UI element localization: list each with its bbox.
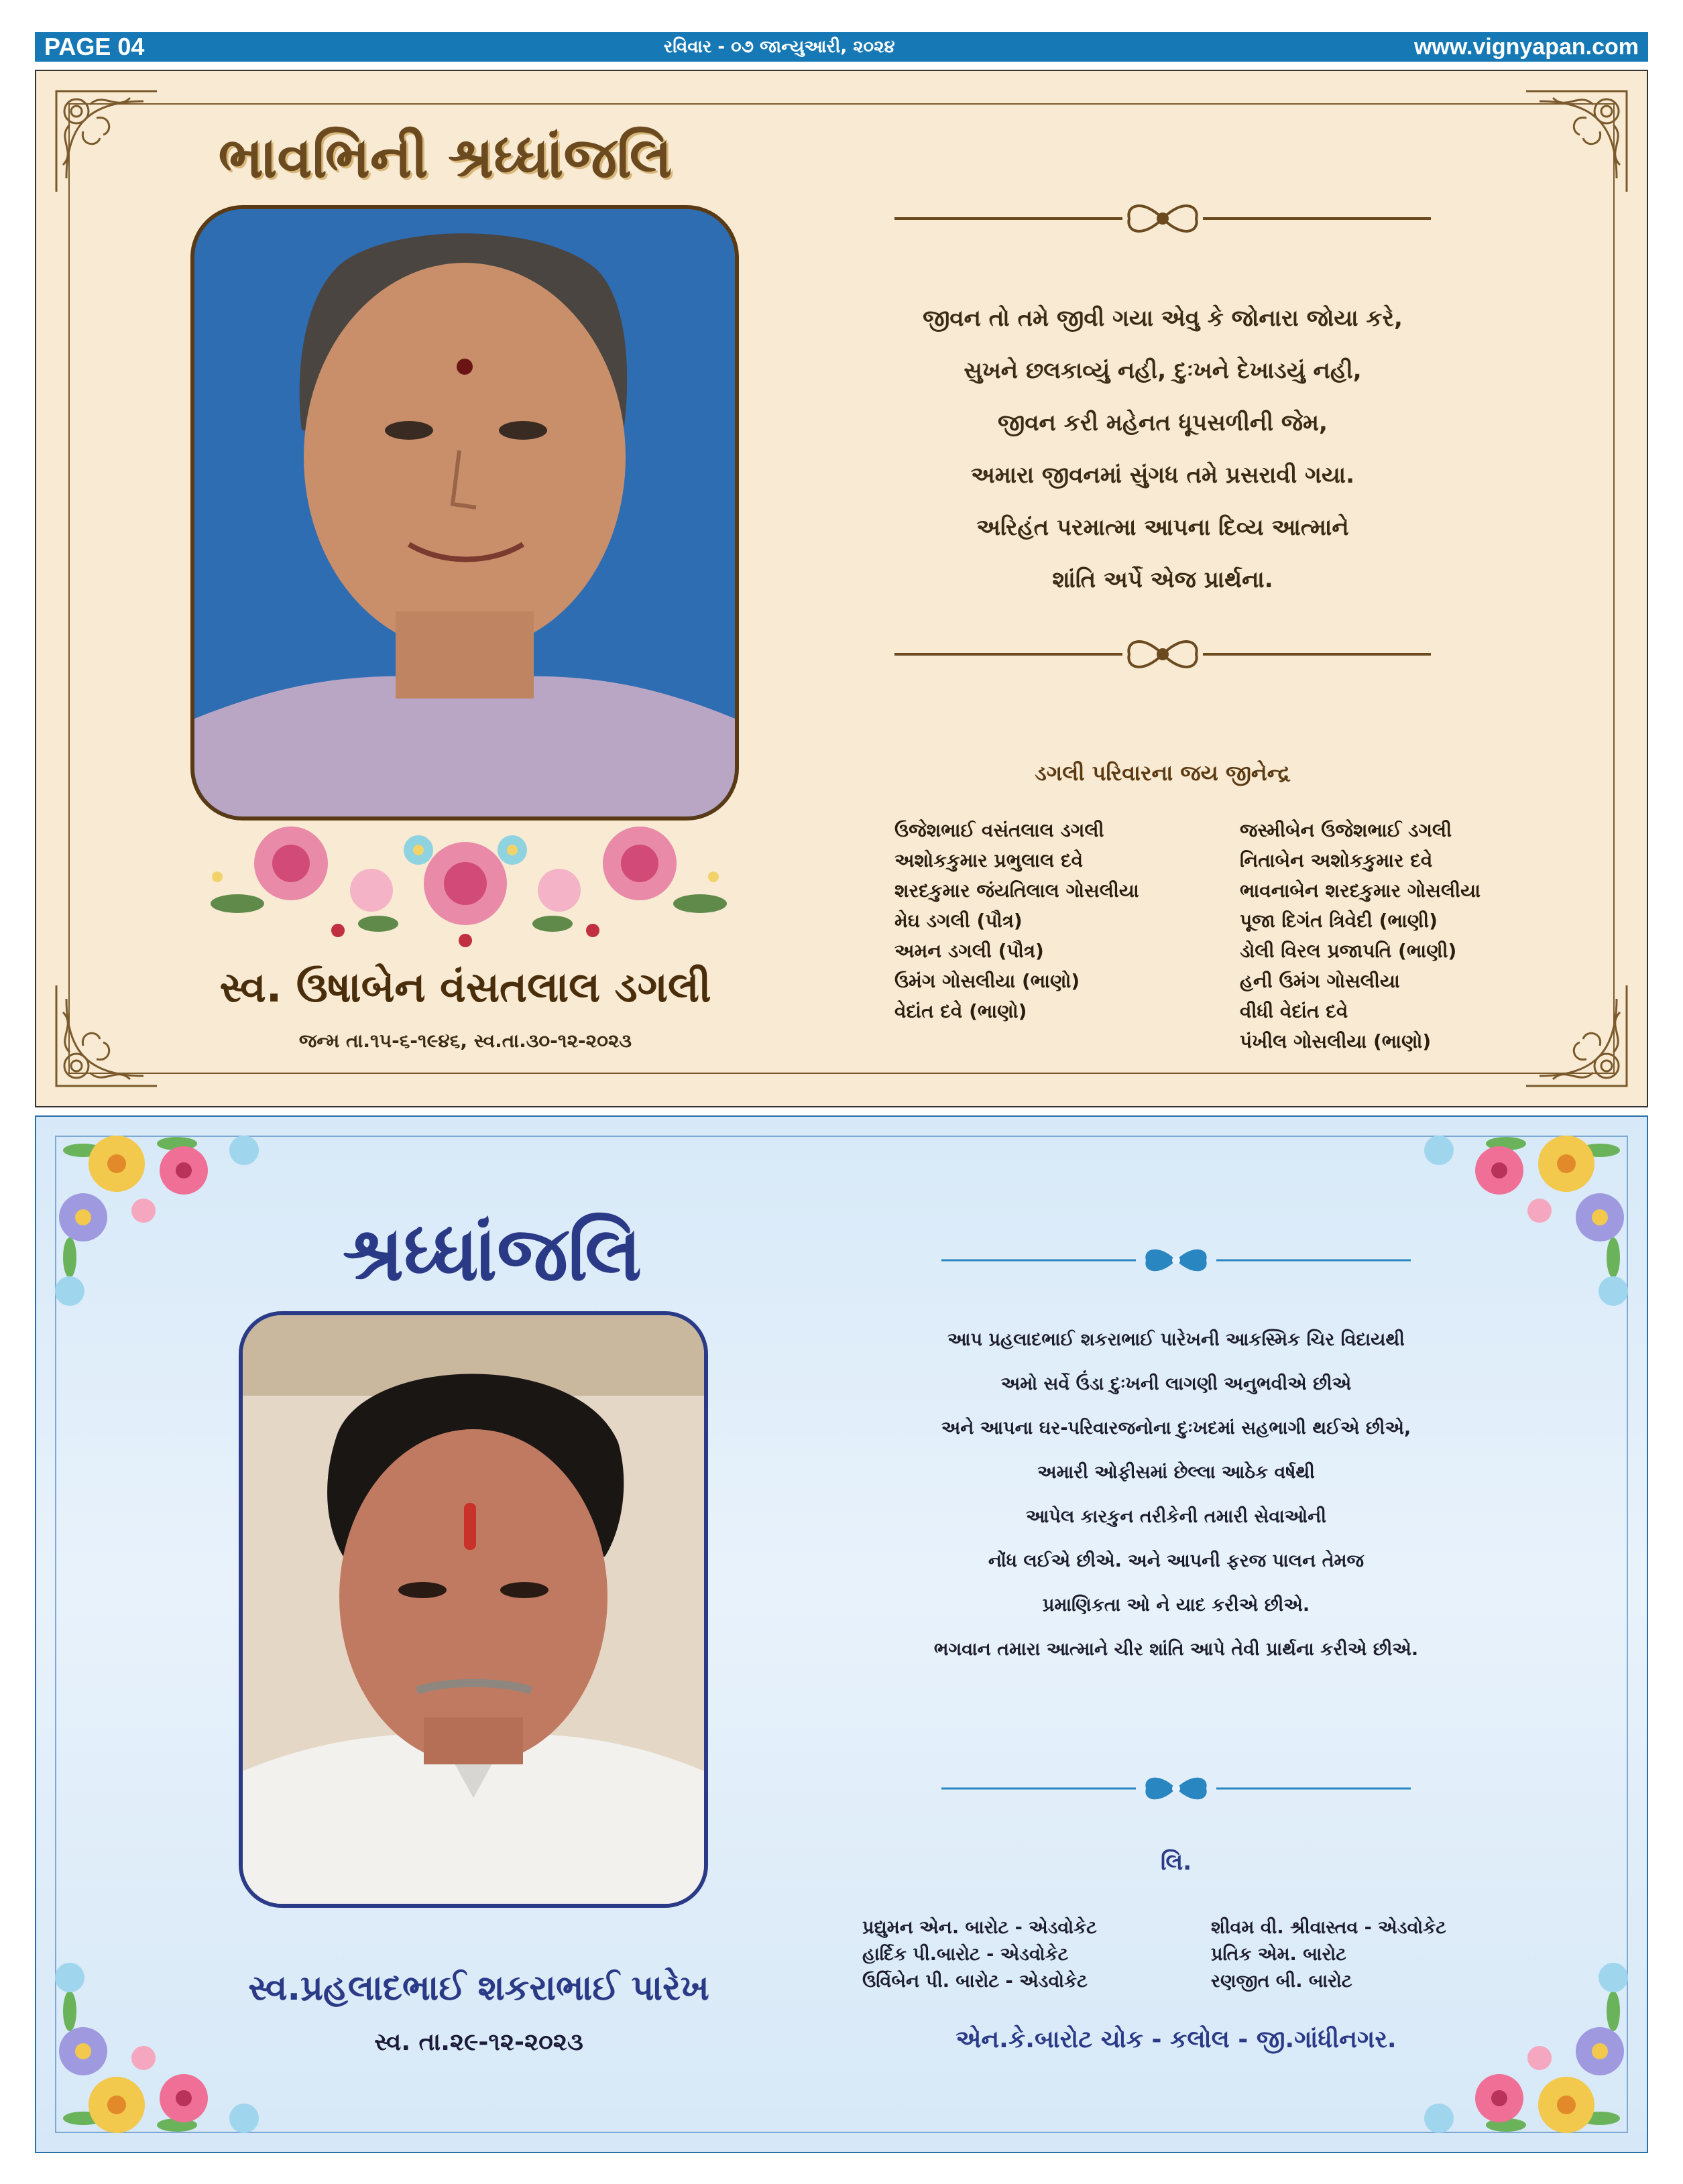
family-member: શરદકુમાર જંયતિલાલ ગોસલીયા: [894, 879, 1139, 902]
poem-line: અમારા જીવનમાં સુંગધ તમે પ્રસરાવી ગયા.: [970, 462, 1355, 489]
poem-line: અરિહંત પરમાત્મા આપના દિવ્ય આત્માને: [976, 514, 1349, 541]
message-line: આપેલ કારકુન તરીકેની તમારી સેવાઓની: [1026, 1506, 1326, 1527]
signer: હાર્દિક પી.બારોટ - એડવોકેટ: [862, 1944, 1069, 1965]
signers-left: [862, 1915, 1097, 1995]
condolence-message: [807, 1318, 1545, 1672]
family-member: પંખીલ ગોસલીયા (ભાણો): [1240, 1030, 1432, 1052]
family-member: મેઘ ડગલી (પૌત્ર): [894, 910, 1023, 932]
poem-line: સુખને છલકાવ્યું નહી, દુઃખને દેખાડયું નહી,: [964, 357, 1362, 384]
family-member: અમન ડગલી (પૌત્ર): [894, 940, 1044, 962]
poem-line: જીવન કરી મહેનત ધૂપસળીની જેમ,: [998, 410, 1328, 436]
family-member: ડોલી વિરલ પ્રજાપતિ (ભાણી): [1240, 940, 1457, 962]
obituary-notice-prahladbhai: [35, 1115, 1648, 2153]
notice-title: શ્રધ્ધાંજલિ: [342, 1211, 642, 1298]
family-list-left: [894, 815, 1139, 1026]
message-line: અને આપના ઘર-પરિવારજનોના દુઃખદમાં સહભાગી થઈએ છીએ,: [941, 1418, 1411, 1439]
family-member: વીધી વેદાંત દવે: [1240, 1000, 1348, 1022]
family-member: ઉમંગ ગોસલીયા (ભાણો): [894, 970, 1080, 992]
website-link[interactable]: www.vignyapan.com: [1413, 34, 1639, 60]
family-member: જસ્મીબેન ઉજેશભાઈ ડગલી: [1240, 819, 1452, 841]
message-line: આપ પ્રહલાદભાઈ શકરાભાઈ પારેખની આકસ્મિક ચિર વિદાયથી: [947, 1329, 1405, 1350]
family-member: અશોકકુમાર પ્રભુલાલ દવે: [894, 849, 1084, 871]
page-header-bar: [35, 32, 1648, 62]
family-member: ભાવનાબેન શરદકુમાર ગોસલીયા: [1240, 879, 1481, 902]
deceased-name: સ્વ. ઉષાબેન વંસતલાલ ડગલી: [219, 963, 711, 1012]
message-line: ભગવાન તમારા આત્માને ચીર શાંતિ આપે તેવી પ્રાર્થના કરીએ છીએ.: [933, 1639, 1419, 1660]
signer: પ્રતિક એમ. બારોટ: [1211, 1944, 1346, 1965]
page-number: PAGE 04: [44, 33, 145, 60]
message-line: અમો સર્વે ઉંડા દુઃખની લાગણી અનુભવીએ છીએ: [1000, 1374, 1352, 1394]
poem-line: જીવન તો તમે જીવી ગયા એવુ કે જોનારા જોયા કરે,: [923, 305, 1403, 332]
tribute-poem: [801, 292, 1525, 606]
flower-garland-icon: [177, 803, 754, 957]
floral-corner-icon: [1385, 1124, 1640, 1325]
ornamental-divider-icon: [941, 1240, 1411, 1280]
message-line: અમારી ઓફીસમાં છેલ્લા આઠેક વર્ષથી: [1037, 1462, 1315, 1483]
poem-line: શાંતિ અર્પે એજ પ્રાર્થના.: [1052, 566, 1273, 593]
portrait-photo: [190, 205, 739, 821]
death-date: સ્વ. તા.૨૯-૧૨-૨૦૨૩: [374, 2028, 583, 2056]
message-line: નોંધ લઈએ છીએ. અને આપની ફરજ પાલન તેમજ: [988, 1551, 1365, 1571]
corner-ornament-icon: [1519, 84, 1633, 198]
ornamental-divider-icon: [894, 198, 1431, 239]
signer: પ્રદ્યુમન એન. બારોટ - એડવોકેટ: [862, 1917, 1097, 1938]
signoff-label: લિ.: [1160, 1849, 1192, 1876]
deceased-name: સ્વ.પ્રહલાદભાઈ શકરાભાઈ પારેખ: [248, 1968, 709, 2008]
ornamental-divider-icon: [941, 1768, 1411, 1809]
message-line: પ્રમાણિકતા ઓ ને યાદ કરીએ છીએ.: [1042, 1595, 1310, 1616]
notice-title: ભાવભિની શ્રધ્ધાંજલિ: [218, 125, 673, 190]
signers-right: [1211, 1915, 1446, 1995]
portrait-photo: [239, 1311, 708, 1908]
obituary-notice-ushaben: [35, 70, 1648, 1107]
issue-date: રવિવાર - ૦૭ જાન્યુઆરી, ૨૦૨૪: [663, 36, 895, 57]
life-dates: જન્મ તા.૧૫-૬-૧૯૪૬, સ્વ.તા.૩૦-૧૨-૨૦૨૩: [298, 1030, 632, 1052]
family-member: હની ઉમંગ ગોસલીયા: [1240, 970, 1400, 992]
signer: રણજીત બી. બારોટ: [1211, 1971, 1352, 1992]
family-list-right: [1240, 815, 1481, 1056]
office-address: એન.કે.બારોટ ચોક - કલોલ - જી.ગાંધીનગર.: [955, 2026, 1397, 2053]
family-heading: ડગલી પરિવારના જય જીનેન્દ્ર: [1035, 760, 1291, 786]
ornamental-divider-icon: [894, 634, 1431, 674]
family-member: નિતાબેન અશોકકુમાર દવે: [1240, 849, 1433, 871]
family-member: પૂજા દિગંત ત્રિવેદી (ભાણી): [1240, 910, 1438, 932]
corner-ornament-icon: [1519, 979, 1633, 1093]
corner-ornament-icon: [50, 84, 164, 198]
signer: ઉર્વિબેન પી. બારોટ - એડવોકેટ: [862, 1971, 1088, 1992]
signer: શીવમ વી. શ્રીવાસ્તવ - એડવોકેટ: [1211, 1917, 1446, 1938]
family-member: વેદાંત દવે (ભાણો): [894, 1000, 1027, 1022]
family-member: ઉજેશભાઈ વસંતલાલ ડગલી: [894, 819, 1104, 841]
